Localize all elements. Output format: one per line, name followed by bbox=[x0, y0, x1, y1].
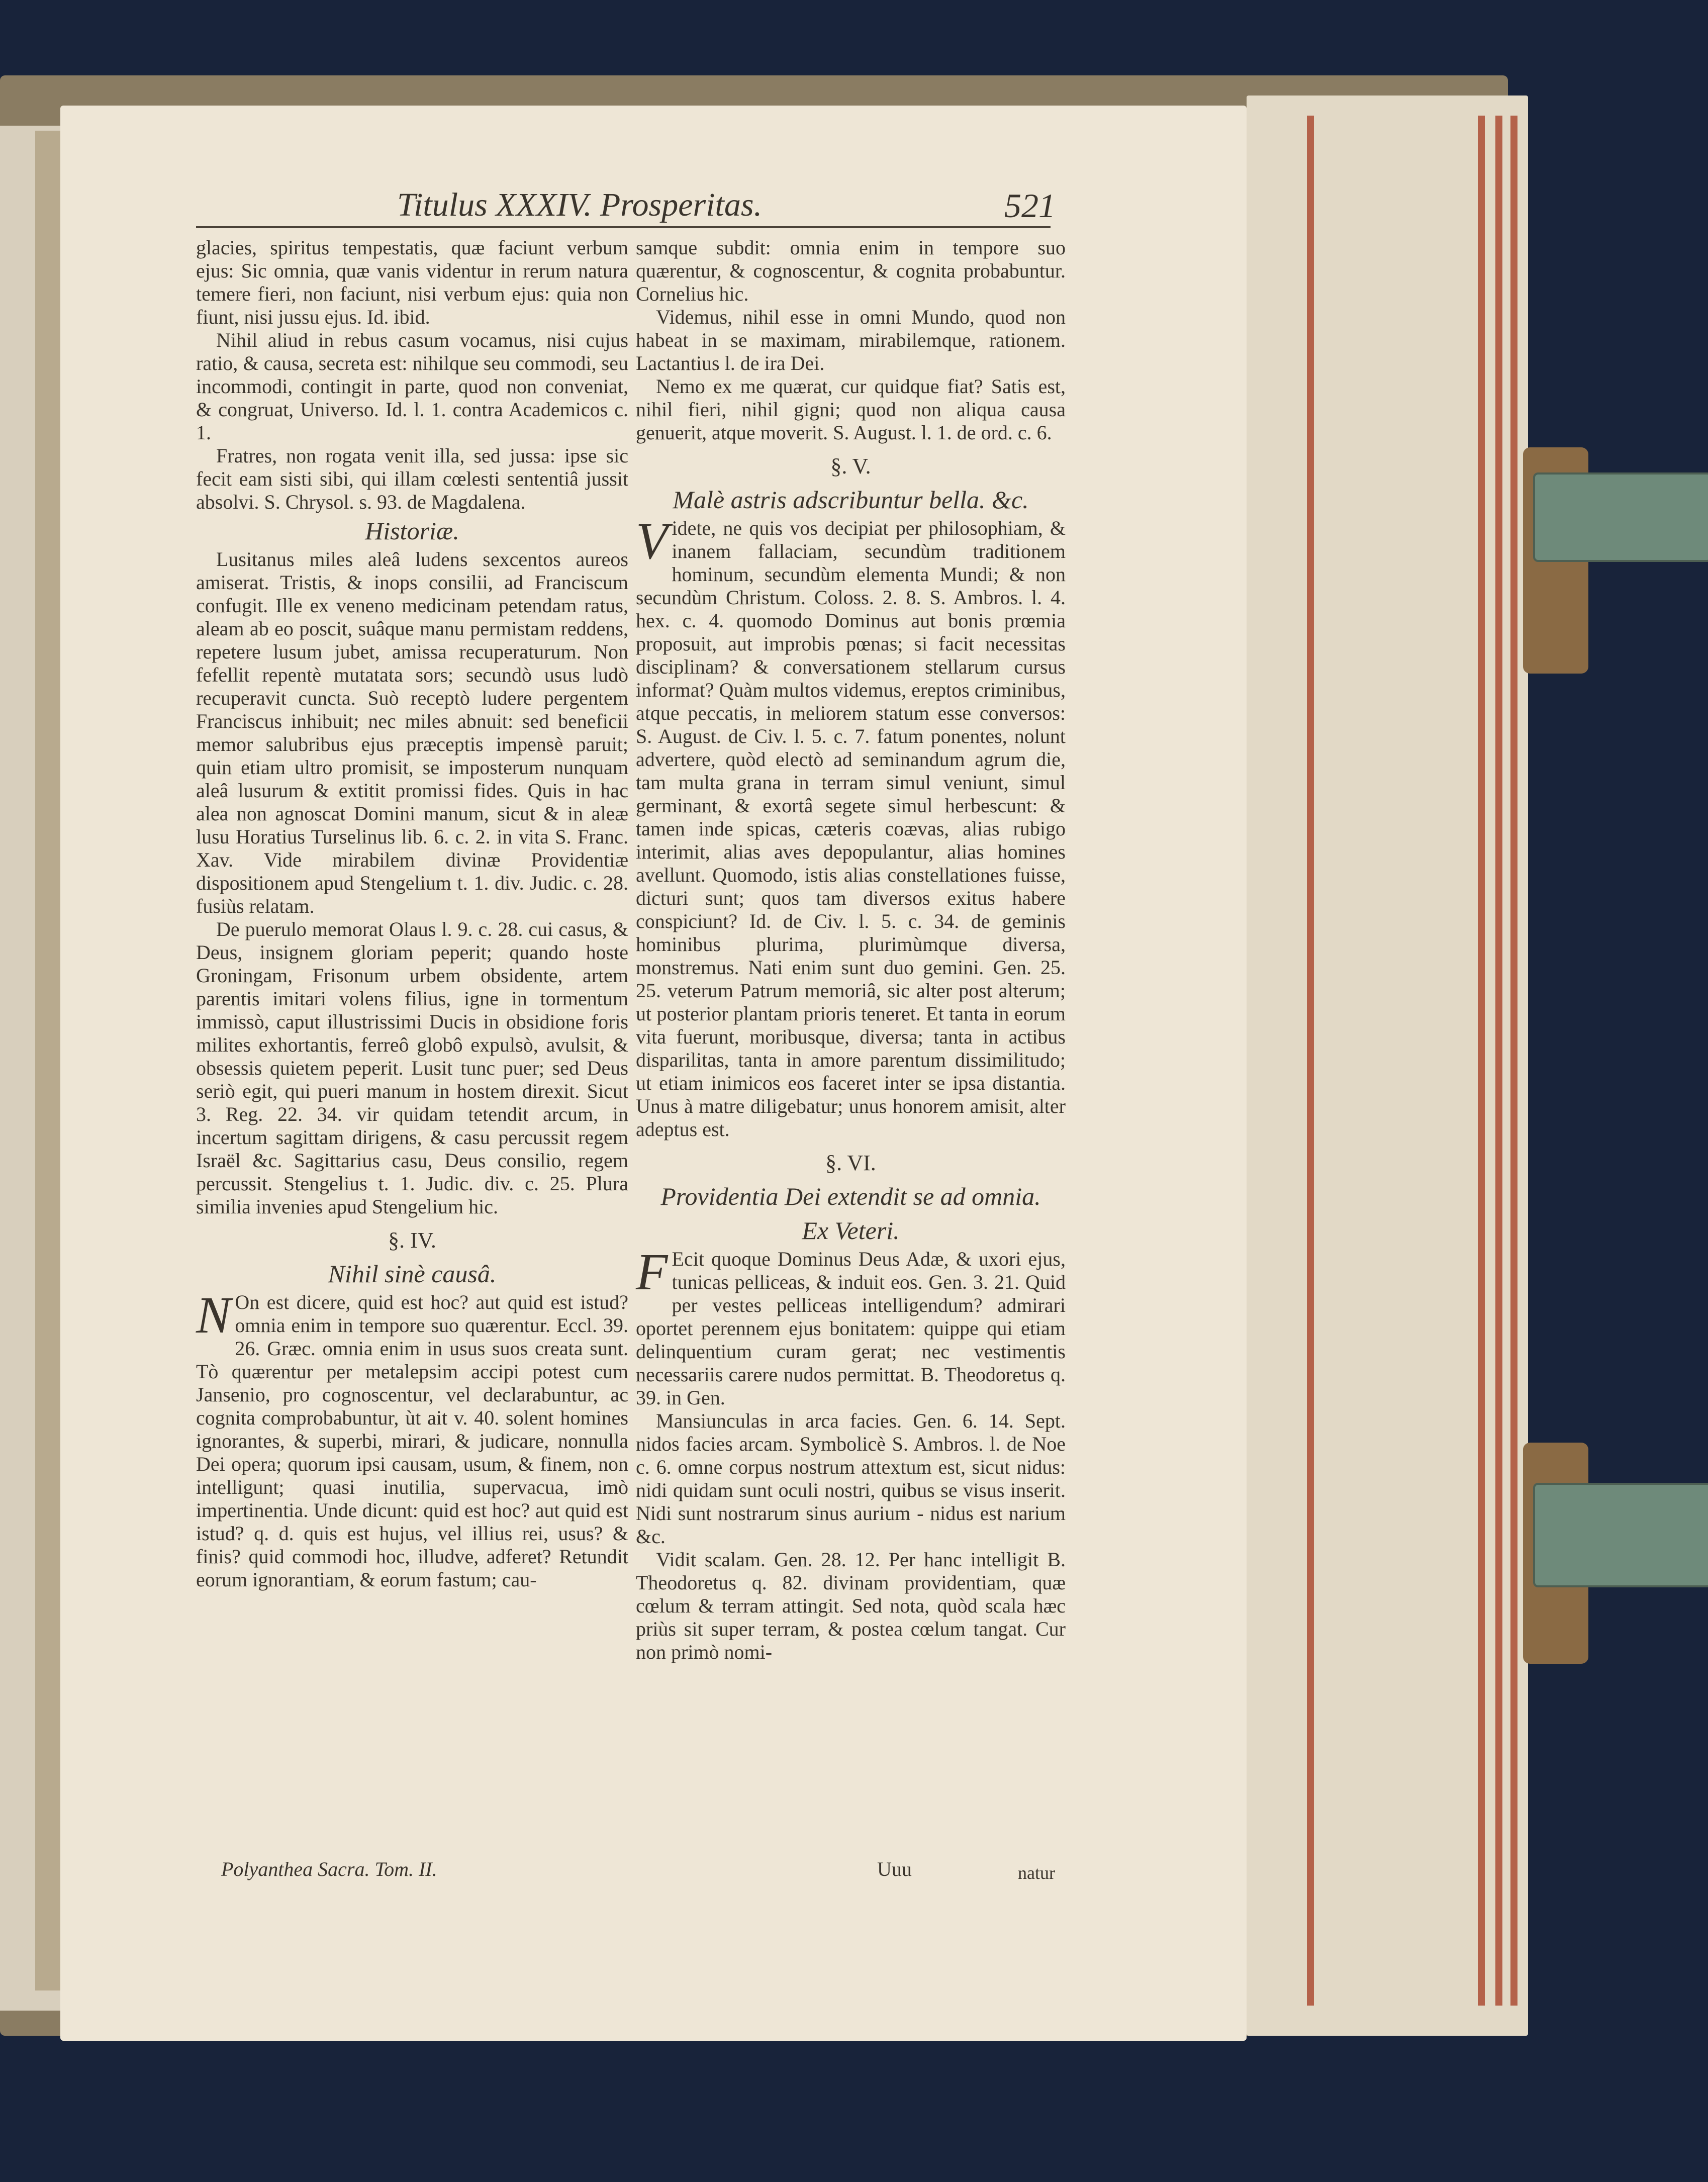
section-label: §. V. bbox=[830, 454, 871, 479]
page-edge-line bbox=[1478, 116, 1485, 2006]
paragraph: Nemo ex me quærat, cur quidque fiat? Satis est, nihil fieri, nihil gigni; quod non aliqua causa genuerit, atque moverit. S. August. l. 1. de ord. c. 6. bbox=[636, 375, 1066, 444]
running-title: Titulus XXXIV. Prosperitas. bbox=[397, 186, 763, 223]
header-rule bbox=[196, 226, 1051, 228]
paragraph-text: On est dicere, quid est hoc? aut quid est istud? omnia enim in tempore suo quærentur. Eccl. 39. 26. Græc. omnia enim in usus suos creata sunt. Tò quærentur per metalepsim accipi potest cum Jansenio, pro cognoscentur, vel declarabuntur, ac cognita comprobabuntur, ùt ait v. 40. solent homines ignorantes, & superbi, mirari, & judicare, nonnulla Dei opera; quorum ipsi causam, usum, & finem, non intelligunt; quasi inutilia, supervacua, imò impertinentia. Unde dicunt: quid est hoc? aut quid est istud? q. d. quis est hujus, vel illius rei, usus? & finis? quid commodi hoc, illudve, adferet? Retundit eorum ignorantiam, & eorum fastum; cau- bbox=[196, 1291, 628, 1591]
paragraph: De puerulo memorat Olaus l. 9. c. 28. cui casus, & Deus, insignem gloriam peperit; quando hoste Groningam, Frisonum urbem obsidente, artem parentis imitari volens filius, igne in tormentum immissò, caput illustrissimi Ducis in obsidione foris milites exhortantis, ferreô globô expulsò, avulsit, & obsessis quietem peperit. Lusit tunc puer; sed Deus seriò egit, qui pueri manum in hostem direxit. Sicut 3. Reg. 22. 34. vir quidam tetendit arcum, in incertum sagittam dirigens, & casu percussit regem Israël &c. Sagittarius casu, Deus consilio, regem percussit. Stengelius t. 1. Judic. div. c. 25. Plura similia invenies apud Stengelium hic. bbox=[196, 918, 628, 1218]
section-heading-historiae: Historiæ. bbox=[365, 517, 459, 545]
section-label: §. VI. bbox=[825, 1151, 876, 1175]
paragraph bbox=[636, 1243, 1066, 1409]
paragraph: Mansiunculas in arca facies. Gen. 6. 14. Sept. nidos facies arcam. Symbolicè S. Ambros. l. de Noe c. 6. omne corpus nostrum attextum est, sicut nidus: nidi quidam sunt oculi nostri, quibus se visus inserit. Nidi sunt nostrarum sinus aurium - nidus est narium &c. bbox=[636, 1409, 1066, 1548]
signature-mark: Uuu bbox=[877, 1858, 912, 1880]
left-column bbox=[196, 236, 628, 1591]
paragraph-text: Ecit quoque Dominus Deus Adæ, & uxori ejus, tunicas pelliceas, & induit eos. Gen. 3. 21. Quid per vestes pelliceas intelligendum? admirari oportet perennem ejus bonitatem: quippe qui etiam delinquentium curam gerat; nec vestimentis necessariis carere nudos permittat. B. Theodoretus q. 39. in Gen. bbox=[636, 1248, 1066, 1409]
paragraph: Fratres, non rogata venit illa, sed jussa: ipse sic fecit eam sisti sibi, qui illam cœlesti sententiâ jussit absolvi. S. Chrysol. s. 93. de Magdalena. bbox=[196, 444, 628, 513]
section-heading: Malè astris adscribuntur bella. &c. bbox=[673, 486, 1029, 514]
page-edge-line bbox=[1495, 116, 1502, 2006]
page-block bbox=[1247, 96, 1528, 2036]
catchword: natur bbox=[1018, 1863, 1055, 1883]
drop-cap: F bbox=[636, 1243, 668, 1301]
footer-title: Polyanthea Sacra. Tom. II. bbox=[221, 1858, 437, 1880]
page-number: 521 bbox=[1004, 186, 1056, 225]
paragraph: samque subdit: omnia enim in tempore suo quærentur, & cognoscentur, & cognita probabuntur. Cornelius hic. bbox=[636, 236, 1066, 305]
paragraph: Videmus, nihil esse in omni Mundo, quod non habeat in se maximam, mirabilemque, rationem. Lactantius l. de ira Dei. bbox=[636, 306, 1066, 374]
page-edge-line bbox=[1307, 116, 1314, 2006]
page-header bbox=[397, 186, 1056, 226]
section-heading: Nihil sinè causâ. bbox=[328, 1260, 497, 1288]
paragraph bbox=[636, 512, 1066, 1141]
page-edge-line bbox=[1510, 116, 1517, 2006]
clasp-bottom bbox=[1533, 1483, 1708, 1587]
section-heading: Providentia Dei extendit se ad omnia. bbox=[660, 1182, 1041, 1210]
paragraph bbox=[196, 1286, 628, 1591]
right-column bbox=[636, 236, 1066, 1664]
paragraph: Vidit scalam. Gen. 28. 12. Per hanc intelligit B. Theodoretus q. 82. divinam providentiam, quæ cœlum & terram attingit. Sed nota, quòd scala hæc priùs sit super terram, & postea cœlum tangat. Cur non primò nomi- bbox=[636, 1548, 1066, 1663]
drop-cap: V bbox=[636, 512, 668, 570]
section-subheading: Ex Veteri. bbox=[802, 1216, 900, 1245]
drop-cap: N bbox=[196, 1286, 231, 1344]
paragraph: glacies, spiritus tempestatis, quæ faciunt verbum ejus: Sic omnia, quæ vanis videntur in rerum natura temere fieri, non faciunt, nisi verbum ejus: quia non fiunt, nisi jussu ejus. Id. ibid. bbox=[196, 236, 628, 328]
clasp-top bbox=[1533, 472, 1708, 562]
section-label: §. IV. bbox=[388, 1228, 436, 1253]
paragraph: Nihil aliud in rebus casum vocamus, nisi cujus ratio, & causa, secreta est: nihilque seu commodi, seu incommodi, contingit in parte, quod non conveniat, & congruat, Universo. Id. l. 1. contra Academicos c. 1. bbox=[196, 329, 628, 444]
paragraph: Lusitanus miles aleâ ludens sexcentos aureos amiserat. Tristis, & inops consilii, ad Franciscum confugit. Ille ex veneno medicinam petendam ratus, aleam ab eo poscit, suâque manu permistam reddens, repetere lusum jubet, amissa recuperaturum. Non fefellit repentè mutatata sors; secundò usus ludò recuperavit cuncta. Suò receptò ludere pergentem Franciscus inhibuit; nec miles abnuit: sed beneficii memor salubribus ejus præceptis impensè paruit; quin etiam ultro promisit, se imposterum nunquam aleâ lusurum & extitit promissi fides. Quis in hac alea non agnoscat Domini manum, sicut & in aleæ lusu Horatius Turselinus lib. 6. c. 2. in vita S. Franc. Xav. Vide mirabilem divinæ Providentiæ dispositionem apud Stengelium t. 1. div. Judic. c. 28. fusiùs relatam. bbox=[196, 548, 628, 917]
paragraph-text: idete, ne quis vos decipiat per philosophiam, & inanem fallaciam, secundùm traditionem hominum, secundùm elementa Mundi; & non secundùm Christum. Coloss. 2. 8. S. Ambros. l. 4. hex. c. 4. quomodo Dominus aut bonis prœmia proposuit, aut improbis pœnas; si facit necessitas disciplinam? & conversationem stellarum cursus informat? Quàm multos videmus, ereptos criminibus, atque peccatis, in meliorem statum esse conversos: S. August. de Civ. l. 5. c. 7. fatum ponentes, nolunt advertere, quòd electò ad seminandum agrum die, tam multa grana in terram simul veniunt, simul germinant, & exortâ segete simul herbescunt: & tamen inde spicas, cæteris coævas, alias rubigo interimit, alias aves depopulantur, alias homines avellunt. Quomodo, istis alias constellationes fuisse, dicturi sunt; quos tam diversos exitus habere conspiciunt? Id. de Civ. l. 5. c. 34. de geminis hominibus plurima, plurimùmque diversa, monstremus. Nati enim sunt duo gemini. Gen. 25. 25. veterum Patrum memoriâ, sic alter post alterum; ut posterior plantam prioris teneret. Et tanta in eorum vita fuerunt, moribusque, diversa; tanta in actibus disparilitas, tanta in amore parentum dissimilitudo; ut etiam inimicos eos faceret inter se ipsa distantia. Unus à matre diligebatur; unus honorem amisit, alter adeptus est. bbox=[636, 517, 1066, 1141]
